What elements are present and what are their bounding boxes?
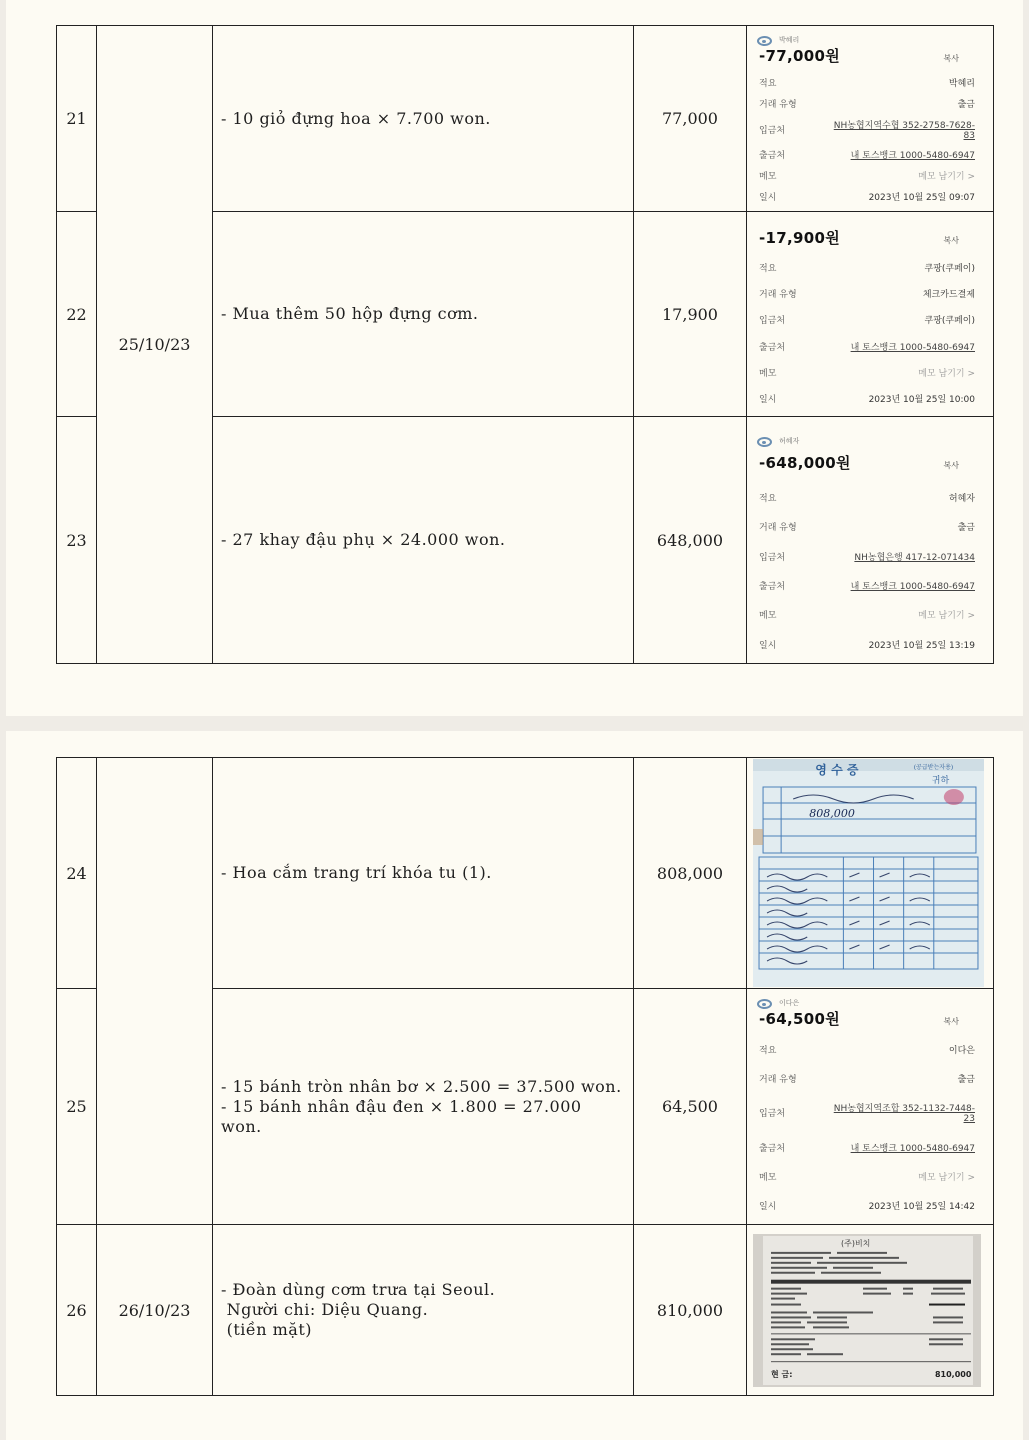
leave-memo-link[interactable]: 메모 남기기 > xyxy=(918,1172,975,1183)
field-key: 출금처 xyxy=(759,582,786,593)
field-key: 적요 xyxy=(759,1046,777,1057)
field-key: 메모 xyxy=(759,1172,777,1183)
handwritten-receipt-photo xyxy=(753,759,984,987)
description-line: won. xyxy=(221,1116,262,1136)
receipt-total: 808,000 xyxy=(809,807,855,820)
proof-cell xyxy=(747,417,994,664)
receipt-addressee: 귀하 xyxy=(931,776,950,786)
field-key: 입금처 xyxy=(759,316,786,327)
proof-cell xyxy=(747,212,994,417)
receipt-payee-mini: 이다은 xyxy=(779,999,800,1007)
description-line: - 10 giỏ đựng hoa × 7.700 won. xyxy=(221,108,491,128)
receipt-field xyxy=(759,579,975,592)
receipt-field xyxy=(759,287,975,300)
field-value: NH농협지역수협 352-2758-7628-83 xyxy=(833,120,975,141)
transfer-receipt xyxy=(755,32,977,207)
field-key: 일시 xyxy=(759,395,777,406)
store-name: (주)비치 xyxy=(841,1238,871,1248)
description-line: - 15 bánh nhân đậu đen × 1.800 = 27.000 xyxy=(221,1096,582,1116)
field-key: 출금처 xyxy=(759,1143,786,1154)
receipt-field xyxy=(759,313,975,326)
receipt-field xyxy=(759,97,975,110)
field-value: 내 토스뱅크 1000-5480-6947 xyxy=(850,1143,975,1154)
cash-total: 810,000 xyxy=(935,1370,972,1380)
field-key: 일시 xyxy=(759,640,777,651)
cash-register-receipt-photo xyxy=(753,1234,981,1387)
amount-cell: 810,000 xyxy=(634,1225,747,1396)
date-cell: 26/10/23 xyxy=(97,1225,213,1396)
description-cell xyxy=(213,1225,634,1396)
receipt-field xyxy=(759,491,975,504)
receipt-field xyxy=(759,190,975,203)
field-key: 입금처 xyxy=(759,125,786,136)
transfer-receipt xyxy=(755,995,977,1220)
field-value: 2023년 10월 25일 10:00 xyxy=(868,395,975,406)
leave-memo-link[interactable]: 메모 남기기 > xyxy=(918,611,975,622)
field-key: 거래 유형 xyxy=(759,1075,797,1086)
row-number: 26 xyxy=(57,1225,97,1396)
field-value: 내 토스뱅크 1000-5480-6947 xyxy=(850,151,975,162)
receipt-field xyxy=(759,608,975,621)
field-value: 쿠팡(쿠페이) xyxy=(924,316,975,327)
receipt-field xyxy=(759,550,975,563)
leave-memo-link[interactable]: 메모 남기기 > xyxy=(918,368,975,379)
receipt-title: 영 수 증 xyxy=(815,763,859,777)
transfer-receipt xyxy=(755,218,977,412)
row-number: 24 xyxy=(57,758,97,989)
receipt-field xyxy=(759,392,975,405)
table-row xyxy=(57,1225,994,1396)
receipt-amount: -648,000원 xyxy=(759,454,851,472)
field-value: 출금 xyxy=(957,1075,975,1086)
description-line: - Mua thêm 50 hộp đựng cơm. xyxy=(221,304,479,323)
receipt-field xyxy=(759,76,975,89)
field-key: 메모 xyxy=(759,611,777,622)
description-cell xyxy=(213,26,634,212)
copy-button[interactable]: 복사 xyxy=(943,1017,959,1026)
proof-cell xyxy=(747,989,994,1225)
bank-logo-icon xyxy=(757,437,772,447)
receipt-field xyxy=(759,340,975,353)
receipt-field xyxy=(759,638,975,651)
description-line: - Đoàn dùng cơm trưa tại Seoul. xyxy=(221,1280,496,1299)
amount-cell: 64,500 xyxy=(634,989,747,1225)
receipt-field xyxy=(759,148,975,161)
receipt-field xyxy=(759,1072,975,1085)
receipt-amount: -77,000원 xyxy=(759,47,840,65)
receipt-payee-mini: 허혜자 xyxy=(779,437,800,445)
proof-cell xyxy=(747,1225,994,1396)
document-page-1 xyxy=(6,0,1023,716)
table-row xyxy=(57,26,994,212)
field-value: 박혜리 xyxy=(948,78,975,89)
receipt-amount: -64,500원 xyxy=(759,1010,840,1028)
receipt-amount: -17,900원 xyxy=(759,229,840,247)
description-cell xyxy=(213,417,634,664)
leave-memo-link[interactable]: 메모 남기기 > xyxy=(918,172,975,183)
receipt-field xyxy=(759,261,975,274)
receipt-field xyxy=(759,366,975,379)
proof-cell xyxy=(747,758,994,989)
field-value: 이다은 xyxy=(948,1046,975,1057)
amount-cell: 77,000 xyxy=(634,26,747,212)
field-key: 메모 xyxy=(759,172,777,183)
copy-button[interactable]: 복사 xyxy=(943,54,959,63)
field-key: 입금처 xyxy=(759,1109,786,1120)
field-key: 출금처 xyxy=(759,342,786,353)
cash-label: 현 금: xyxy=(771,1370,793,1380)
field-key: 출금처 xyxy=(759,151,786,162)
amount-cell: 17,900 xyxy=(634,212,747,417)
receipt-field xyxy=(759,169,975,182)
receipt-field xyxy=(759,1043,975,1056)
field-value: NH농협은행 417-12-071434 xyxy=(854,552,975,563)
field-value: 내 토스뱅크 1000-5480-6947 xyxy=(850,342,975,353)
description-line: - Hoa cắm trang trí khóa tu (1). xyxy=(221,863,492,882)
receipt-payee-mini: 박혜리 xyxy=(779,36,800,44)
field-key: 거래 유형 xyxy=(759,523,797,534)
field-key: 입금처 xyxy=(759,552,786,563)
field-key: 거래 유형 xyxy=(759,289,797,300)
receipt-field xyxy=(759,1199,975,1212)
expense-table xyxy=(56,25,994,664)
field-value: NH농협지역조합 352-1132-7448-23 xyxy=(833,1104,975,1125)
description-cell xyxy=(213,989,634,1225)
row-number: 22 xyxy=(57,212,97,417)
date-cell xyxy=(97,758,213,1225)
row-number: 23 xyxy=(57,417,97,664)
field-value: 2023년 10월 25일 13:19 xyxy=(868,640,975,651)
field-value: 내 토스뱅크 1000-5480-6947 xyxy=(850,582,975,593)
field-key: 적요 xyxy=(759,263,777,274)
date-cell: 25/10/23 xyxy=(97,26,213,664)
row-number: 21 xyxy=(57,26,97,212)
proof-cell xyxy=(747,26,994,212)
description-line: - 15 bánh tròn nhân bơ × 2.500 = 37.500 won. xyxy=(221,1076,622,1096)
transfer-receipt xyxy=(755,423,977,659)
description-line: Người chi: Diệu Quang. xyxy=(221,1300,429,1319)
receipt-subtitle: (공급받는자용) xyxy=(913,764,954,771)
receipt-field xyxy=(759,520,975,533)
receipt-field xyxy=(759,1141,975,1154)
field-value: 허혜자 xyxy=(948,494,975,505)
description-cell xyxy=(213,758,634,989)
field-key: 거래 유형 xyxy=(759,99,797,110)
expense-table xyxy=(56,757,994,1396)
description-line: (tiền mặt) xyxy=(221,1320,312,1339)
document-page-2 xyxy=(6,731,1023,1440)
copy-button[interactable]: 복사 xyxy=(943,461,959,470)
description-line: - 27 khay đậu phụ × 24.000 won. xyxy=(221,530,506,549)
copy-button[interactable]: 복사 xyxy=(943,236,959,245)
field-key: 일시 xyxy=(759,193,777,204)
field-value: 체크카드결제 xyxy=(922,289,975,300)
receipt-field xyxy=(759,1170,975,1183)
field-value: 2023년 10월 25일 14:42 xyxy=(868,1201,975,1212)
field-key: 메모 xyxy=(759,368,777,379)
field-value: 출금 xyxy=(957,99,975,110)
amount-cell: 808,000 xyxy=(634,758,747,989)
row-number: 25 xyxy=(57,989,97,1225)
table-row xyxy=(57,758,994,989)
description-cell xyxy=(213,212,634,417)
receipt-field xyxy=(759,1101,975,1124)
field-key: 적요 xyxy=(759,78,777,89)
field-key: 적요 xyxy=(759,494,777,505)
field-value: 2023년 10월 25일 09:07 xyxy=(868,193,975,204)
field-value: 출금 xyxy=(957,523,975,534)
field-key: 일시 xyxy=(759,1201,777,1212)
amount-cell: 648,000 xyxy=(634,417,747,664)
receipt-field xyxy=(759,118,975,141)
field-value: 쿠팡(쿠페이) xyxy=(924,263,975,274)
